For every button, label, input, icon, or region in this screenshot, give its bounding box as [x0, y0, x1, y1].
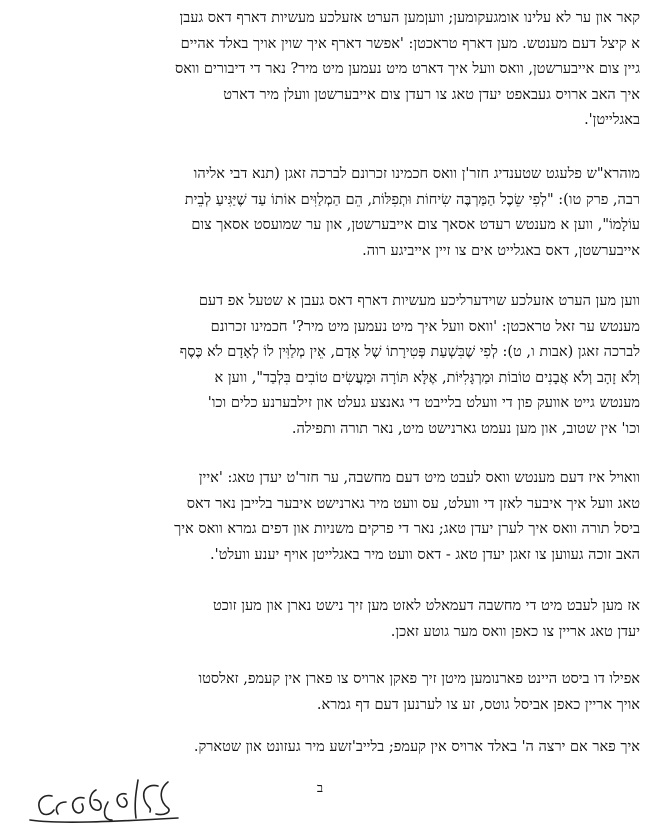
- text-line: א קיצל דעם מענטש. מען דארף טראכטן: 'אפשר דארף איך שוין אויך באלד אהיים: [180, 35, 640, 52]
- paragraph-1: [30, 6, 640, 134]
- text-line: אייבערשטן, דאס באגלייט אים צו זיין אייביגע רוה.: [362, 242, 640, 259]
- text-line: עוֹלָמוֹ", ווען א מענטש רעדט אסאך צום אייבערשטן, און ער שמועסט אסאך צום: [191, 217, 640, 233]
- text-line: רבה, פרק טו): "לְפִי שֵׂכֶל הַמַּרְבֶּה שִׂיחוֹת וּתְפִלּוֹת, הֵם הַמְלַוִּים אוֹתוֹ עַד שֶׁיַּגִּיעַ לְבֵית: [184, 191, 640, 208]
- paragraph-2: [30, 162, 640, 264]
- paragraph-6: [30, 667, 640, 718]
- paragraph-7: [30, 735, 640, 761]
- text-line: וואויל איז דעם מענטש וואס לעבט מיט דעם מחשבה, ער חזר'ט יעדן טאג: 'איין: [198, 470, 640, 486]
- text-line: האב זוכה געווען צו זאגן יעדן טאג - דאס וועט מיר באגלייטן אויף יענע וועלט'.: [210, 546, 640, 563]
- text-line: איך פאר אם ירצה ה' באלד ארויס אין קעמפ; בלייב'זשע מיר געזונט און שטארק.: [193, 739, 640, 755]
- text-line: מענטש ער זאל טראכטן: 'וואס וועל איך מיט נעמען מיט מיר?' חכמינו זכרונם: [210, 318, 640, 335]
- text-line: גיין צום אייבערשטן, וואס וועל איך דארט מיט נעמען מיט מיר? נאר די דיבורים וואס: [174, 61, 640, 77]
- paragraph-3: [30, 289, 640, 442]
- text-line: יעדן טאג אריין צו כאפן וואס מער גוטע זאכן.: [390, 623, 640, 640]
- paragraph-5: [30, 594, 640, 645]
- text-line: אויך אריין כאפן אביסל גוטס, זע צו לערנען דעם דף גמרא.: [316, 696, 640, 713]
- text-line: ווען מען הערט אזעלכע שוידערליכע מעשיות דארף דאס געבן א שטעל אפ דעם: [198, 293, 640, 309]
- text-line: טאג וועל איך איבער לאזן די וועלט, עס וועט מיר גארנישט איבער בלייבן נאר דאס: [186, 495, 640, 512]
- text-line: אפילו דו ביסט היינט פארנומען מיטן זיך פאקן ארויס צו פארן אין קעמפ, זאלסטו: [198, 671, 640, 687]
- text-line: באגלייטן'.: [584, 112, 640, 128]
- text-line: לברכה זאגן (אבות ו, ט): לְפִי שֶׁבִּשְׁעַת פְּטִירָתוֹ שֶׁל אָדָם, אֵין מְלַוִּין לוֹ לְאָדָם לֹא כֶּסֶף: [179, 344, 640, 360]
- page-number: ב: [316, 781, 324, 796]
- text-line: קאר און ער לא עלינו אומגעקומען; וועןמען הערט אזעלכע מעשיות דארף דאס געבן: [179, 10, 640, 26]
- text-line: אז מען לעבט מיט די מחשבה דעמאלט לאזט מען זיך נישט נארן און מען זוכט: [213, 598, 640, 614]
- text-line: וכו' אין שטוב, און מען נעמט גארנישט מיט, נאר תורה ותפילה.: [291, 420, 640, 437]
- paragraph-4: [30, 466, 640, 568]
- text-line: מוהרא"ש פלעגט שטענדיג חזר'ן וואס חכמינו זכרונם לברכה זאגן (תנא דבי אליהו: [193, 166, 640, 182]
- text-line: ביסל תורה וואס איך לערן יעדן טאג; נאר די פרקים משניות און דפים גמרא וואס איך: [174, 521, 640, 537]
- text-line: מענטש גייט אוועק פון די וועלט בלייבט די גאנצע געלט און זילבערנע כלים וכו': [207, 395, 640, 411]
- handwritten-signature: [18, 772, 188, 832]
- text-line: וְלֹא זָהָב וְלֹא אֲבָנִים טוֹבוֹת וּמַרְגָּלִיּוֹת, אֶלָּא תּוֹרָה וּמַעֲשִׂים טוֹבִים בִּלְבַד", ווען א: [214, 369, 640, 386]
- text-line: איך האב ארויס געבאפט יעדן טאג צו רעדן צום אייבערשטן וועלן מיר דארט: [223, 86, 640, 103]
